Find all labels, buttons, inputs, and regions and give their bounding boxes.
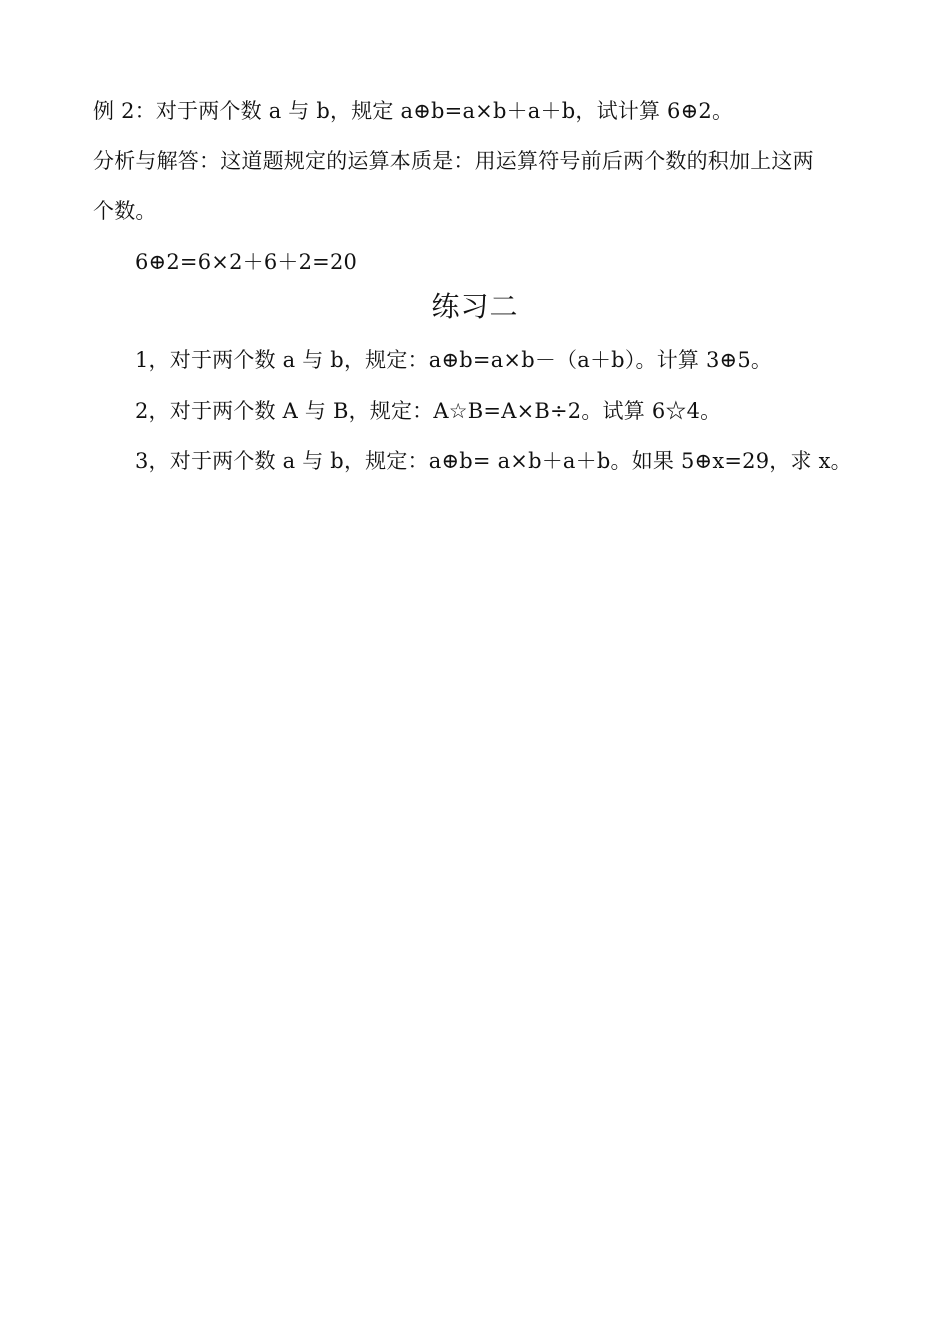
exercise-item-2: 2，对于两个数 A 与 B，规定：A☆B=A×B÷2。试算 6☆4。 xyxy=(135,399,722,423)
exercise-item-1: 1，对于两个数 a 与 b，规定：a⊕b=a×b－（a＋b）。计算 3⊕5。 xyxy=(135,348,773,372)
exercise-title: 练习二 xyxy=(431,290,519,323)
example-result: 6⊕2=6×2＋6＋2=20 xyxy=(135,250,358,274)
exercise-item-3: 3，对于两个数 a 与 b，规定：a⊕b= a×b＋a＋b。如果 5⊕x=29，求 x。 xyxy=(135,449,852,473)
example-line-2: 分析与解答：这道题规定的运算本质是：用运算符号前后两个数的积加上这两 xyxy=(93,149,814,173)
example-line-1: 例 2：对于两个数 a 与 b，规定 a⊕b=a×b＋a＋b，试计算 6⊕2。 xyxy=(93,99,734,123)
example-line-3: 个数。 xyxy=(93,199,157,223)
